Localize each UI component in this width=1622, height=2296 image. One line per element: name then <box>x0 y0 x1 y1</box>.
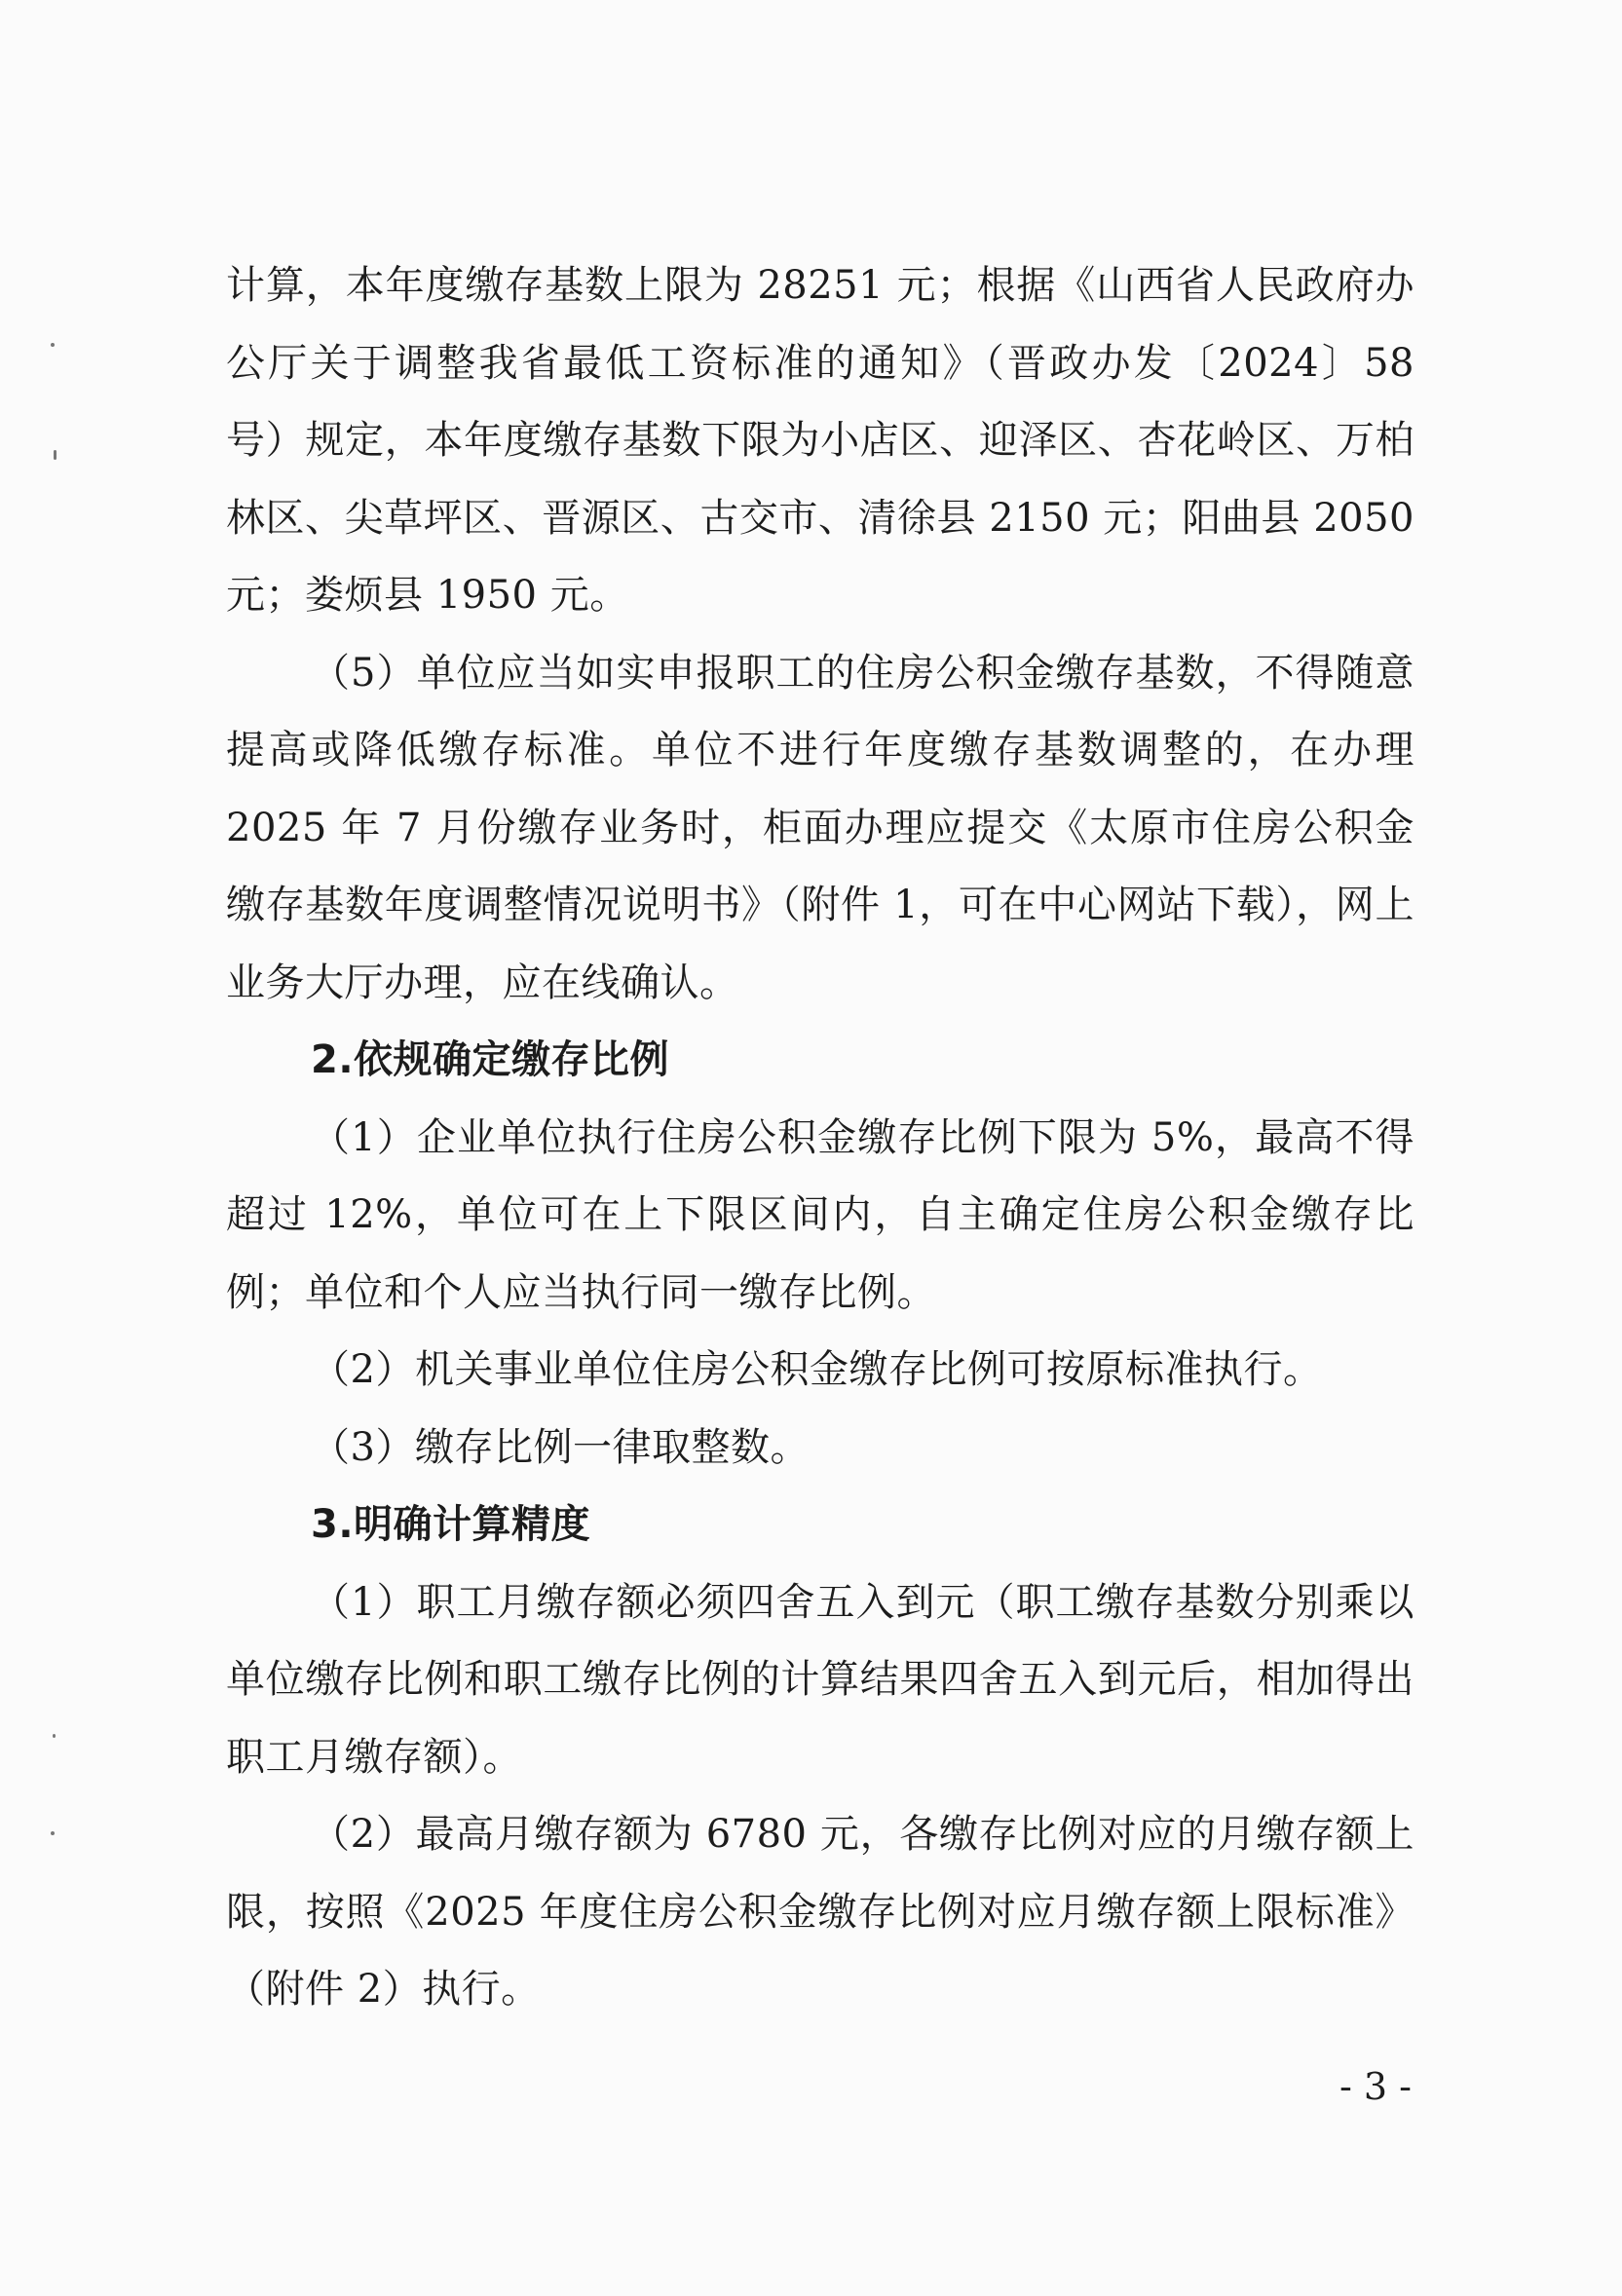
paragraph-ratio-1: （1）企业单位执行住房公积金缴存比例下限为 5%，最高不得超过 12%，单位可在上下限区间内，自主确定住房公积金缴存比例；单位和个人应当执行同一缴存比例。 <box>226 1114 1415 1315</box>
paragraph-ratio-3: （3）缴存比例一律取整数。 <box>311 1424 810 1470</box>
scan-speck <box>54 450 57 460</box>
paragraph-precision-2: （2）最高月缴存额为 6780 元，各缴存比例对应的月缴存额上限，按照《2025 年度住房公积金缴存比例对应月缴存额上限标准》（附件 2）执行。 <box>226 1812 1415 2012</box>
paragraph-item-5: （5）单位应当如实申报职工的住房公积金缴存基数，不得随意提高或降低缴存标准。单位不进行年度缴存基数调整的，在办理 2025 年 7 月份缴存业务时，柜面办理应提交《太原市住房公积金缴存基数年度调整情况说明书》（附件 1，可在中心网站下载），网上业务大厅办理，应在线确认。 <box>226 650 1415 1005</box>
paragraph-base-limits: 计算，本年度缴存基数上限为 28251 元；根据《山西省人民政府办公厅关于调整我省最低工资标准的通知》（晋政办发〔2024〕58 号）规定，本年度缴存基数下限为小店区、迎泽区、杏花岭区、万柏林区、尖草坪区、晋源区、古交市、清徐县 2150 元；阳曲县 2050 元；娄烦县 1950 元。 <box>226 263 1415 618</box>
scan-speck <box>51 1831 55 1835</box>
scan-speck <box>51 343 55 347</box>
section-heading-precision: 3.明确计算精度 <box>311 1502 591 1547</box>
page-number: - 3 - <box>1339 2065 1412 2108</box>
section-heading-ratio: 2.依规确定缴存比例 <box>311 1037 670 1082</box>
document-body <box>226 247 1415 2029</box>
paragraph-ratio-2: （2）机关事业单位住房公积金缴存比例可按原标准执行。 <box>311 1347 1323 1392</box>
scan-speck <box>53 1734 56 1738</box>
paragraph-precision-1: （1）职工月缴存额必须四舍五入到元（职工缴存基数分别乘以单位缴存比例和职工缴存比例的计算结果四舍五入到元后，相加得出职工月缴存额）。 <box>226 1579 1415 1780</box>
